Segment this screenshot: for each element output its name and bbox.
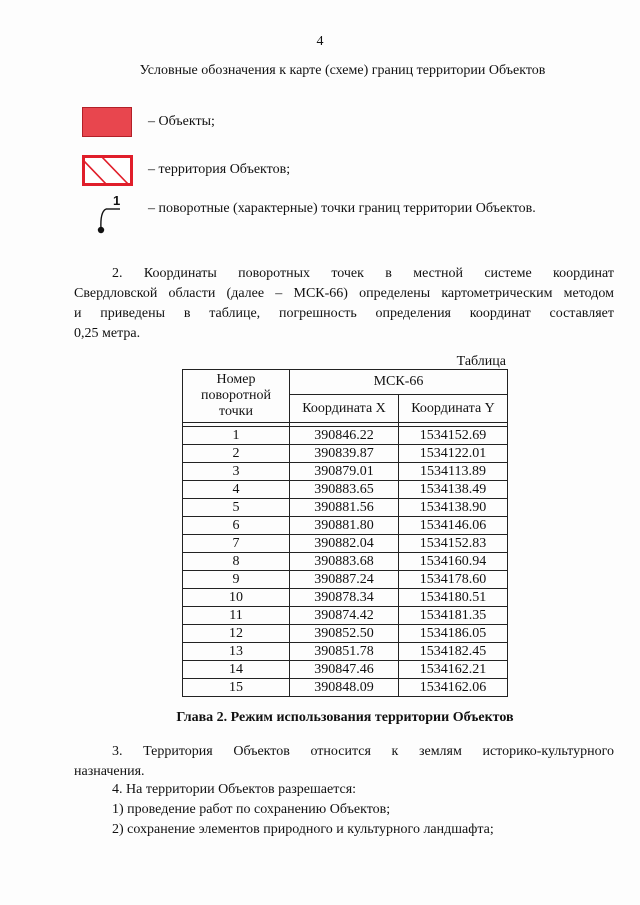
header-coordinate-system: МСК-66 xyxy=(290,370,508,395)
red-hatched-rectangle-icon xyxy=(82,155,132,185)
cell-coordinate-x: 390852.50 xyxy=(290,625,399,643)
point-marker-label: 1 xyxy=(113,193,121,208)
boundary-point-marker-icon xyxy=(82,194,132,224)
cell-point-number: 3 xyxy=(183,463,290,481)
table-row xyxy=(183,535,508,553)
paragraph-line: Свердловской области (далее – МСК-66) определены картометрическим методом xyxy=(74,286,614,301)
cell-coordinate-x: 390847.46 xyxy=(290,661,399,679)
table-row xyxy=(183,643,508,661)
legend-item-label: – Объекты; xyxy=(148,114,215,129)
paragraph-4 xyxy=(74,780,614,840)
cell-coordinate-y: 1534178.60 xyxy=(399,571,508,589)
cell-coordinate-y: 1534113.89 xyxy=(399,463,508,481)
paragraph-line: 0,25 метра. xyxy=(74,326,141,341)
cell-coordinate-x: 390874.42 xyxy=(290,607,399,625)
cell-coordinate-y: 1534162.21 xyxy=(399,661,508,679)
cell-coordinate-x: 390879.01 xyxy=(290,463,399,481)
legend-item-territory xyxy=(82,153,290,187)
paragraph-line: назначения. xyxy=(74,764,145,779)
cell-point-number: 5 xyxy=(183,499,290,517)
paragraph-line: 4. На территории Объектов разрешается: xyxy=(112,782,357,797)
cell-coordinate-y: 1534180.51 xyxy=(399,589,508,607)
table-row xyxy=(183,445,508,463)
table-row xyxy=(183,661,508,679)
cell-coordinate-x: 390881.56 xyxy=(290,499,399,517)
cell-point-number: 13 xyxy=(183,643,290,661)
cell-coordinate-y: 1534138.90 xyxy=(399,499,508,517)
cell-point-number: 9 xyxy=(183,571,290,589)
table-row xyxy=(183,679,508,697)
cell-coordinate-y: 1534160.94 xyxy=(399,553,508,571)
paragraph-line: 3. Территория Объектов относится к землям историко-культурного xyxy=(112,744,614,759)
cell-coordinate-y: 1534152.69 xyxy=(399,427,508,445)
cell-coordinate-y: 1534152.83 xyxy=(399,535,508,553)
cell-coordinate-x: 390848.09 xyxy=(290,679,399,697)
cell-point-number: 10 xyxy=(183,589,290,607)
paragraph-line: 2. Координаты поворотных точек в местной системе координат xyxy=(112,266,614,281)
cell-coordinate-x: 390851.78 xyxy=(290,643,399,661)
cell-coordinate-y: 1534122.01 xyxy=(399,445,508,463)
coordinates-table xyxy=(182,369,508,697)
cell-coordinate-y: 1534162.06 xyxy=(399,679,508,697)
paragraph-line: 2) сохранение элементов природного и культурного ландшафта; xyxy=(112,822,494,837)
table-row xyxy=(183,589,508,607)
cell-coordinate-x: 390881.80 xyxy=(290,517,399,535)
table-row xyxy=(183,427,508,445)
paragraph-line: 1) проведение работ по сохранению Объектов; xyxy=(112,802,391,817)
table-row xyxy=(183,553,508,571)
paragraph-line: и приведены в таблице, погрешность определения координат составляет xyxy=(74,306,614,321)
cell-coordinate-x: 390839.87 xyxy=(290,445,399,463)
cell-coordinate-x: 390883.65 xyxy=(290,481,399,499)
page-number: 4 xyxy=(316,34,324,49)
cell-coordinate-x: 390887.24 xyxy=(290,571,399,589)
table-row xyxy=(183,463,508,481)
paragraph-2 xyxy=(74,264,614,344)
table-row xyxy=(183,571,508,589)
cell-coordinate-y: 1534146.06 xyxy=(399,517,508,535)
cell-point-number: 14 xyxy=(183,661,290,679)
header-point-number: Номер поворотной точки xyxy=(183,370,290,423)
cell-point-number: 6 xyxy=(183,517,290,535)
paragraph-3 xyxy=(74,742,614,782)
table-row xyxy=(183,499,508,517)
cell-point-number: 2 xyxy=(183,445,290,463)
cell-point-number: 1 xyxy=(183,427,290,445)
chapter-title: Глава 2. Режим использования территории Объектов xyxy=(176,710,514,725)
cell-point-number: 11 xyxy=(183,607,290,625)
red-filled-rectangle-icon xyxy=(82,107,132,137)
legend-item-objects xyxy=(82,105,215,139)
cell-coordinate-x: 390878.34 xyxy=(290,589,399,607)
table-row xyxy=(183,481,508,499)
table-row xyxy=(183,517,508,535)
header-coordinate-x: Координата X xyxy=(290,395,399,423)
table-caption: Таблица xyxy=(456,354,506,369)
legend-item-label: – территория Объектов; xyxy=(148,162,291,177)
cell-coordinate-y: 1534138.49 xyxy=(399,481,508,499)
cell-coordinate-x: 390882.04 xyxy=(290,535,399,553)
cell-coordinate-x: 390846.22 xyxy=(290,427,399,445)
cell-point-number: 12 xyxy=(183,625,290,643)
legend-item-points xyxy=(82,192,536,226)
cell-point-number: 7 xyxy=(183,535,290,553)
legend-item-label: – поворотные (характерные) точки границ территории Объектов. xyxy=(148,201,536,216)
cell-coordinate-y: 1534181.35 xyxy=(399,607,508,625)
cell-point-number: 4 xyxy=(183,481,290,499)
cell-coordinate-y: 1534182.45 xyxy=(399,643,508,661)
cell-coordinate-y: 1534186.05 xyxy=(399,625,508,643)
cell-point-number: 15 xyxy=(183,679,290,697)
cell-coordinate-x: 390883.68 xyxy=(290,553,399,571)
legend-title: Условные обозначения к карте (схеме) границ территории Объектов xyxy=(139,63,546,78)
table-row xyxy=(183,625,508,643)
header-coordinate-y: Координата Y xyxy=(399,395,508,423)
table-row xyxy=(183,607,508,625)
cell-point-number: 8 xyxy=(183,553,290,571)
